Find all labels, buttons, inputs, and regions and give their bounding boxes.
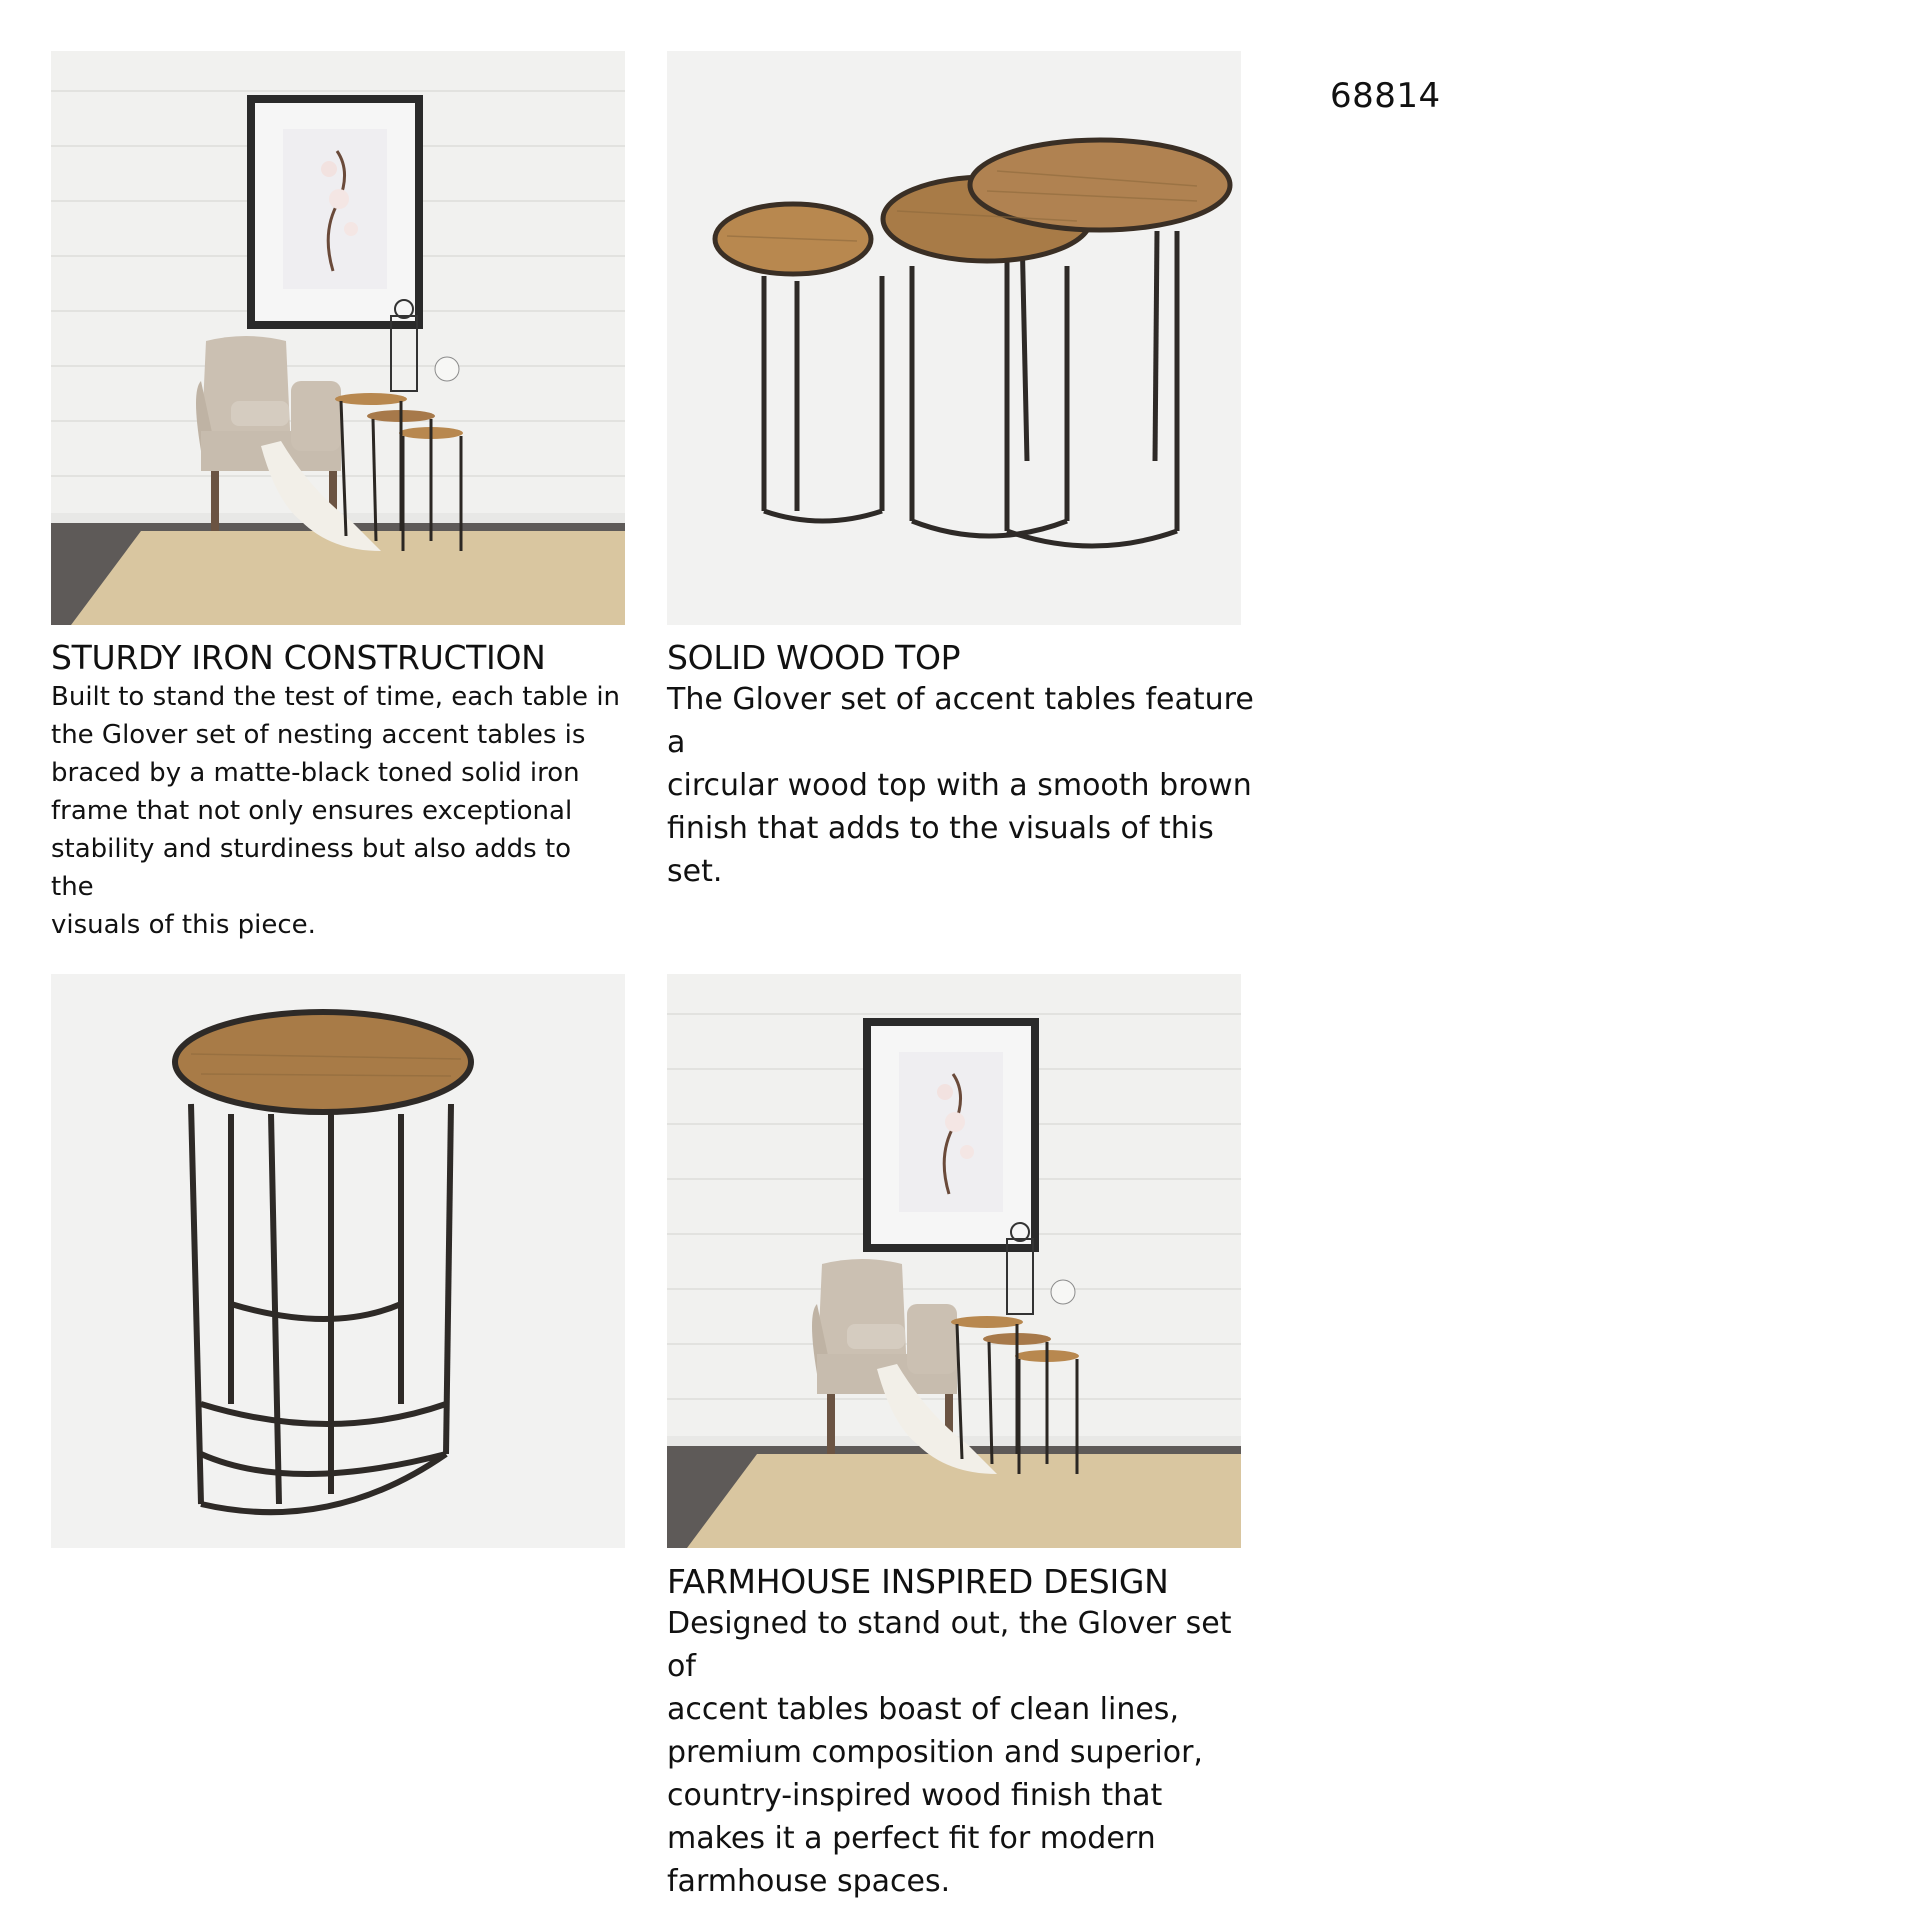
single-table-image <box>51 974 625 1548</box>
room-scene-image-2 <box>667 974 1241 1548</box>
product-sku: 68814 <box>1330 76 1441 116</box>
room-scene-image <box>51 51 625 625</box>
single-table-photo <box>51 974 625 1548</box>
section-description-farmhouse: Designed to stand out, the Glover set of accent tables boast of clean lines, premium composition and superior, country-inspired wood finish that makes it a perfect fit for modern farmhouse spaces. <box>667 1606 1232 1899</box>
nesting-tables-photo <box>667 51 1241 625</box>
section-description-iron: Built to stand the test of time, each table in the Glover set of nesting accent tables is braced by a matte-black toned solid iron frame that not only ensures exceptional stability and sturdiness but also adds to the visuals of this piece. <box>51 682 621 940</box>
lifestyle-photo-top <box>51 51 625 625</box>
section-heading-wood-top: SOLID WOOD TOP <box>667 638 961 677</box>
section-heading-iron: STURDY IRON CONSTRUCTION <box>51 638 546 677</box>
lifestyle-photo-bottom <box>667 974 1241 1548</box>
section-description-wood-top: The Glover set of accent tables feature a circular wood top with a smooth brown finish that adds to the visuals of this set. <box>667 682 1254 889</box>
section-heading-farmhouse: FARMHOUSE INSPIRED DESIGN <box>667 1562 1169 1601</box>
nesting-tables-image <box>667 51 1241 625</box>
